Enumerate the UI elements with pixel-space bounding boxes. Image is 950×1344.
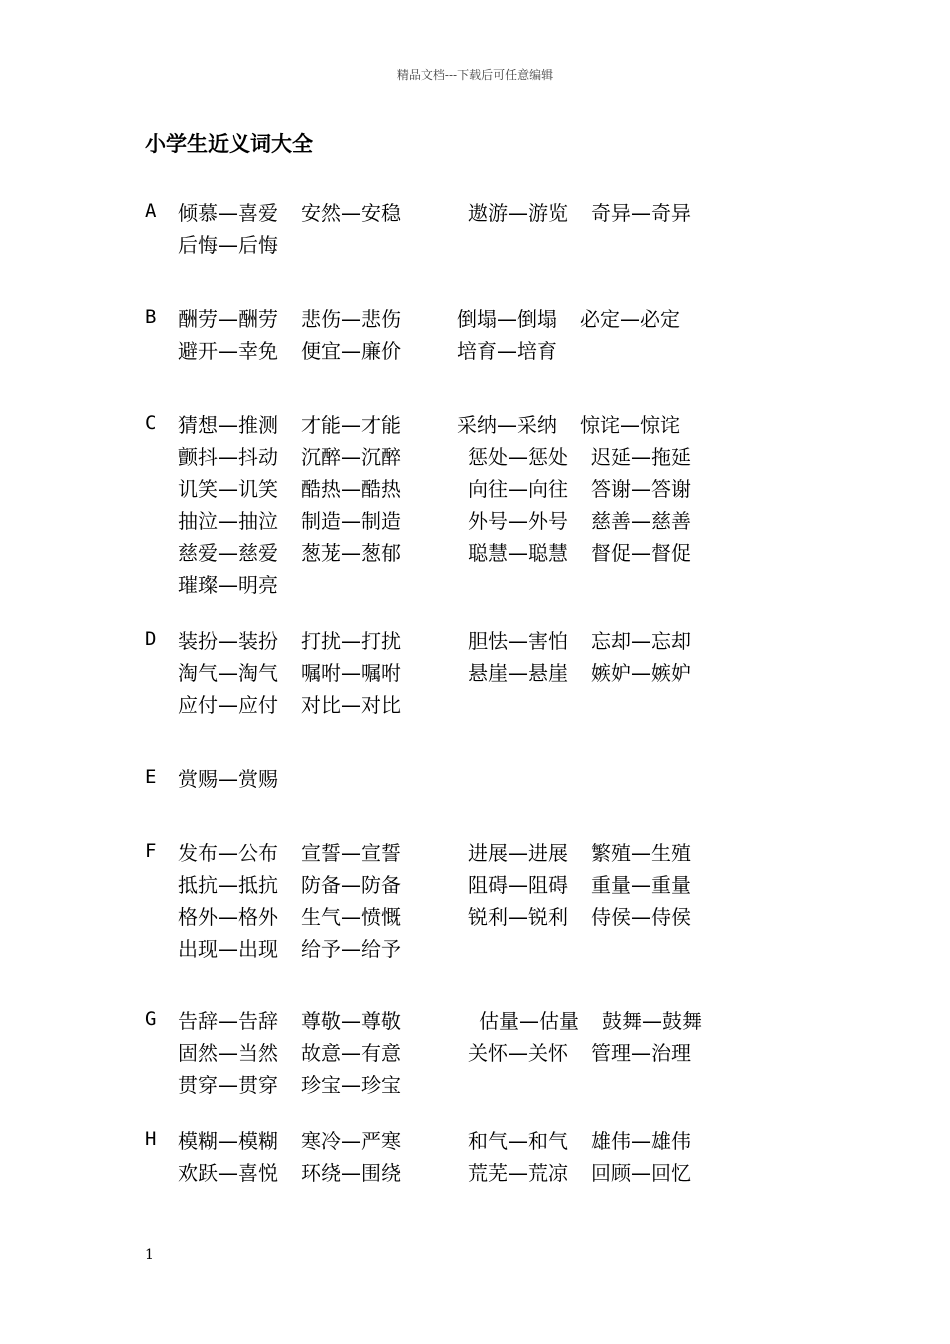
synonym-pair: 抵抗—抵抗 (178, 873, 278, 897)
section-letter: B (145, 306, 157, 328)
synonym-pair: 赏赐—赏赐 (178, 767, 278, 791)
synonym-pair: 璀璨—明亮 (178, 573, 278, 597)
synonym-pair: 和气—和气 (468, 1129, 568, 1153)
synonym-pair: 阻碍—阻碍 (468, 873, 568, 897)
synonym-pair: 聪慧—聪慧 (468, 541, 568, 565)
synonym-pair: 应付—应付 (178, 693, 278, 717)
synonym-pair: 锐利—锐利 (468, 905, 568, 929)
synonym-pair: 打扰—打扰 (301, 629, 401, 653)
synonym-pair: 避开—幸免 (178, 339, 278, 363)
synonym-pair: 繁殖—生殖 (591, 841, 691, 865)
section-letter: F (145, 840, 157, 862)
synonym-pair: 格外—格外 (178, 905, 278, 929)
synonym-pair: 发布—公布 (178, 841, 278, 865)
synonym-pair: 模糊—模糊 (178, 1129, 278, 1153)
synonym-pair: 雄伟—雄伟 (591, 1129, 691, 1153)
synonym-pair: 淘气—淘气 (178, 661, 278, 685)
synonym-pair: 安然—安稳 (301, 201, 401, 225)
synonym-pair: 告辞—告辞 (178, 1009, 278, 1033)
synonym-pair: 胆怯—害怕 (468, 629, 568, 653)
synonym-pair: 才能—才能 (301, 413, 401, 437)
synonym-pair: 后悔—后悔 (178, 233, 278, 257)
synonym-pair: 关怀—关怀 (468, 1041, 568, 1065)
synonym-pair: 嘱咐—嘱咐 (301, 661, 401, 685)
synonym-pair: 忘却—忘却 (591, 629, 691, 653)
synonym-pair: 酬劳—酬劳 (178, 307, 278, 331)
synonym-pair: 采纳—采纳 (457, 413, 557, 437)
synonym-pair: 嫉妒—嫉妒 (591, 661, 691, 685)
synonym-pair: 装扮—装扮 (178, 629, 278, 653)
synonym-pair: 环绕—围绕 (301, 1161, 401, 1185)
synonym-pair: 向往—向往 (468, 477, 568, 501)
page-title: 小学生近义词大全 (145, 132, 313, 156)
section-letter: C (145, 412, 157, 434)
section-letter: A (145, 200, 157, 222)
synonym-pair: 慈爱—慈爱 (178, 541, 278, 565)
synonym-pair: 倾慕—喜爱 (178, 201, 278, 225)
synonym-pair: 惊诧—惊诧 (580, 413, 680, 437)
synonym-pair: 给予—给予 (301, 937, 401, 961)
synonym-pair: 便宜—廉价 (301, 339, 401, 363)
synonym-pair: 故意—有意 (301, 1041, 401, 1065)
synonym-pair: 倒塌—倒塌 (457, 307, 557, 331)
page-header: 精品文档---下载后可任意编辑 (396, 68, 554, 82)
synonym-pair: 侍侯—侍侯 (591, 905, 691, 929)
synonym-pair: 欢跃—喜悦 (178, 1161, 278, 1185)
synonym-pair: 惩处—惩处 (468, 445, 568, 469)
synonym-pair: 出现—出现 (178, 937, 278, 961)
synonym-pair: 抽泣—抽泣 (178, 509, 278, 533)
synonym-pair: 宣誓—宣誓 (301, 841, 401, 865)
page-number: 1 (145, 1247, 154, 1263)
section-letter: G (145, 1008, 157, 1030)
synonym-pair: 管理—治理 (591, 1041, 691, 1065)
synonym-pair: 酷热—酷热 (301, 477, 401, 501)
synonym-pair: 重量—重量 (591, 873, 691, 897)
synonym-pair: 固然—当然 (178, 1041, 278, 1065)
synonym-pair: 遨游—游览 (468, 201, 568, 225)
synonym-pair: 外号—外号 (468, 509, 568, 533)
synonym-pair: 制造—制造 (301, 509, 401, 533)
synonym-pair: 回顾—回忆 (591, 1161, 691, 1185)
synonym-pair: 培育—培育 (457, 339, 557, 363)
synonym-pair: 督促—督促 (591, 541, 691, 565)
synonym-pair: 迟延—拖延 (591, 445, 691, 469)
synonym-pair: 鼓舞—鼓舞 (602, 1009, 702, 1033)
synonym-pair: 防备—防备 (301, 873, 401, 897)
synonym-pair: 奇异—奇异 (591, 201, 691, 225)
synonym-pair: 答谢—答谢 (591, 477, 691, 501)
synonym-pair: 悲伤—悲伤 (301, 307, 401, 331)
synonym-pair: 估量—估量 (479, 1009, 579, 1033)
section-letter: E (145, 766, 157, 788)
synonym-pair: 必定—必定 (580, 307, 680, 331)
synonym-pair: 猜想—推测 (178, 413, 278, 437)
section-letter: D (145, 628, 157, 650)
synonym-pair: 颤抖—抖动 (178, 445, 278, 469)
synonym-pair: 珍宝—珍宝 (301, 1073, 401, 1097)
synonym-pair: 讥笑—讥笑 (178, 477, 278, 501)
synonym-pair: 悬崖—悬崖 (468, 661, 568, 685)
synonym-pair: 荒芜—荒凉 (468, 1161, 568, 1185)
synonym-pair: 慈善—慈善 (591, 509, 691, 533)
synonym-pair: 进展—进展 (468, 841, 568, 865)
synonym-pair: 对比—对比 (301, 693, 401, 717)
synonym-pair: 寒冷—严寒 (301, 1129, 401, 1153)
section-letter: H (145, 1128, 157, 1150)
synonym-pair: 生气—愤慨 (301, 905, 401, 929)
synonym-pair: 沉醉—沉醉 (301, 445, 401, 469)
synonym-pair: 贯穿—贯穿 (178, 1073, 278, 1097)
synonym-pair: 尊敬—尊敬 (301, 1009, 401, 1033)
synonym-pair: 葱茏—葱郁 (301, 541, 401, 565)
